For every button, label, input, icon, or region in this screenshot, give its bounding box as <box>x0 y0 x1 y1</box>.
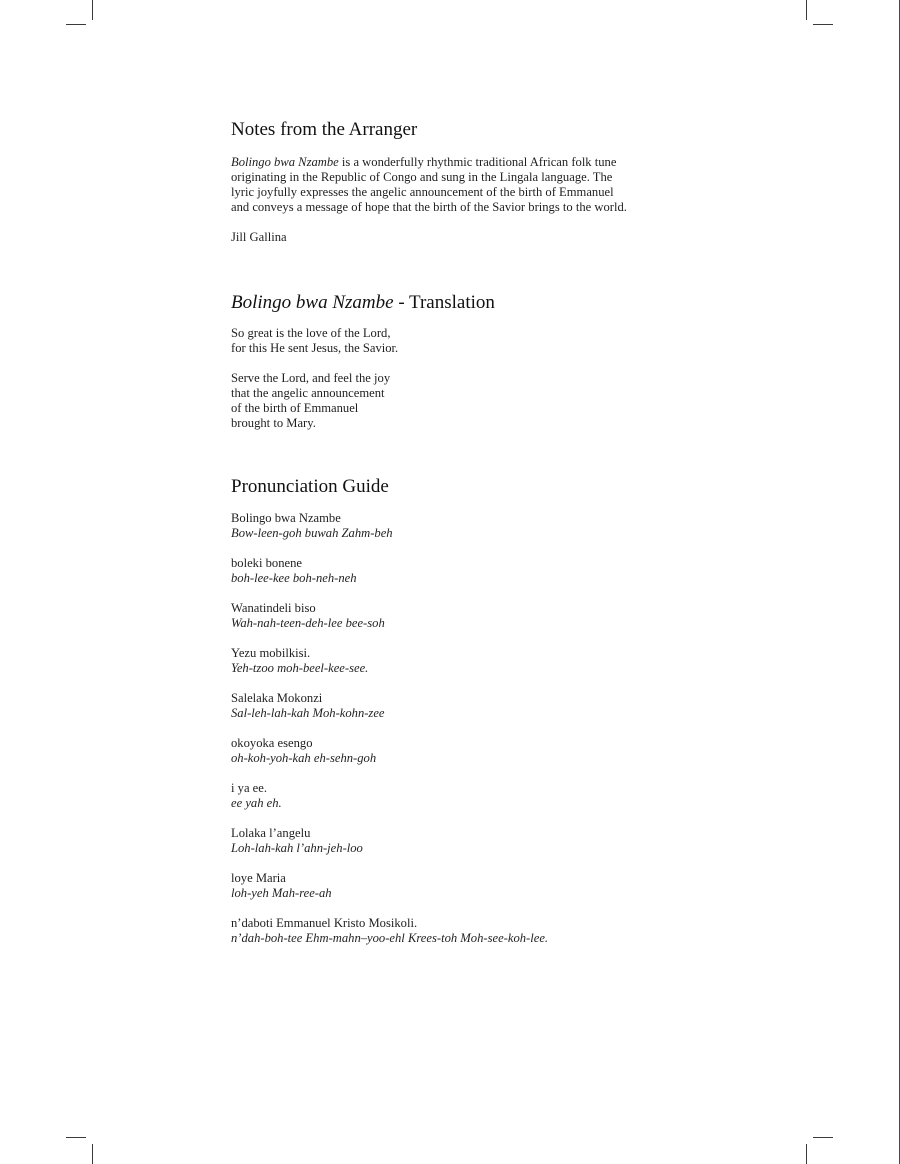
verse-line: for this He sent Jesus, the Savior. <box>231 341 399 355</box>
lyric-native: okoyoka esengo <box>231 736 313 750</box>
pronunciation-item <box>231 556 751 586</box>
crop-mark-bottom-right-h <box>813 1137 833 1138</box>
pronunciation-item <box>231 781 751 811</box>
notes-line-2: originating in the Republic of Congo and sung in the Lingala language. The <box>231 170 613 184</box>
crop-mark-top-left-h <box>66 24 86 25</box>
lyric-phonetic: ee yah eh. <box>231 796 282 810</box>
notes-line-4: and conveys a message of hope that the birth of the Savior brings to the world. <box>231 200 627 214</box>
crop-mark-top-right <box>806 0 807 20</box>
pronunciation-item <box>231 691 751 721</box>
crop-mark-top-left <box>92 0 93 20</box>
lyric-phonetic: oh-koh-yoh-kah eh-sehn-goh <box>231 751 377 765</box>
pronunciation-item <box>231 511 751 541</box>
lyric-phonetic: Bow-leen-goh buwah Zahm-beh <box>231 526 393 540</box>
pronunciation-item <box>231 826 751 856</box>
pronunciation-item <box>231 646 751 676</box>
translation-title <box>231 291 751 315</box>
lyric-phonetic: loh-yeh Mah-ree-ah <box>231 886 332 900</box>
lyric-phonetic: Sal-leh-lah-kah Moh-kohn-zee <box>231 706 385 720</box>
notes-paragraph <box>231 155 751 215</box>
lyric-native: Bolingo bwa Nzambe <box>231 511 341 525</box>
lyric-native: i ya ee. <box>231 781 268 795</box>
lyric-native: Salelaka Mokonzi <box>231 691 323 705</box>
notes-song-title: Bolingo bwa Nzambe <box>231 155 339 169</box>
pronunciation-item <box>231 736 751 766</box>
lyric-native: loye Maria <box>231 871 286 885</box>
crop-mark-top-right-h <box>813 24 833 25</box>
crop-mark-bottom-left-h <box>66 1137 86 1138</box>
lyric-native: Yezu mobilkisi. <box>231 646 311 660</box>
crop-mark-bottom-left <box>92 1144 93 1164</box>
pronunciation-title: Pronunciation Guide <box>231 476 389 497</box>
translation-verse-2 <box>231 371 751 431</box>
arranger-signature: Jill Gallina <box>231 230 287 244</box>
notes-line-1: is a wonderfully rhythmic traditional African folk tune <box>338 155 617 169</box>
lyric-native: n’daboti Emmanuel Kristo Mosikoli. <box>231 916 418 930</box>
pronunciation-item <box>231 916 751 946</box>
verse-line: Serve the Lord, and feel the joy <box>231 371 391 385</box>
lyric-phonetic: n’dah-boh-tee Ehm-mahn–yoo-ehl Krees-toh Moh-see-koh-lee. <box>231 931 549 945</box>
lyric-native: Wanatindeli biso <box>231 601 316 615</box>
lyric-native: boleki bonene <box>231 556 302 570</box>
translation-verse-1 <box>231 326 751 356</box>
document-content <box>231 118 751 961</box>
pronunciation-item <box>231 601 751 631</box>
verse-line: that the angelic announcement <box>231 386 385 400</box>
notes-title: Notes from the Arranger <box>231 119 418 140</box>
translation-title-rest: - Translation <box>393 292 495 313</box>
lyric-phonetic: boh-lee-kee boh-neh-neh <box>231 571 357 585</box>
verse-line: of the birth of Emmanuel <box>231 401 359 415</box>
notes-line-3: lyric joyfully expresses the angelic announcement of the birth of Emmanuel <box>231 185 614 199</box>
verse-line: brought to Mary. <box>231 416 316 430</box>
lyric-phonetic: Yeh-tzoo moh-beel-kee-see. <box>231 661 369 675</box>
pronunciation-item <box>231 871 751 901</box>
lyric-phonetic: Wah-nah-teen-deh-lee bee-soh <box>231 616 385 630</box>
translation-title-song: Bolingo bwa Nzambe <box>231 292 394 313</box>
lyric-native: Lolaka l’angelu <box>231 826 311 840</box>
lyric-phonetic: Loh-lah-kah l’ahn-jeh-loo <box>231 841 363 855</box>
crop-mark-bottom-right <box>806 1144 807 1164</box>
verse-line: So great is the love of the Lord, <box>231 326 391 340</box>
